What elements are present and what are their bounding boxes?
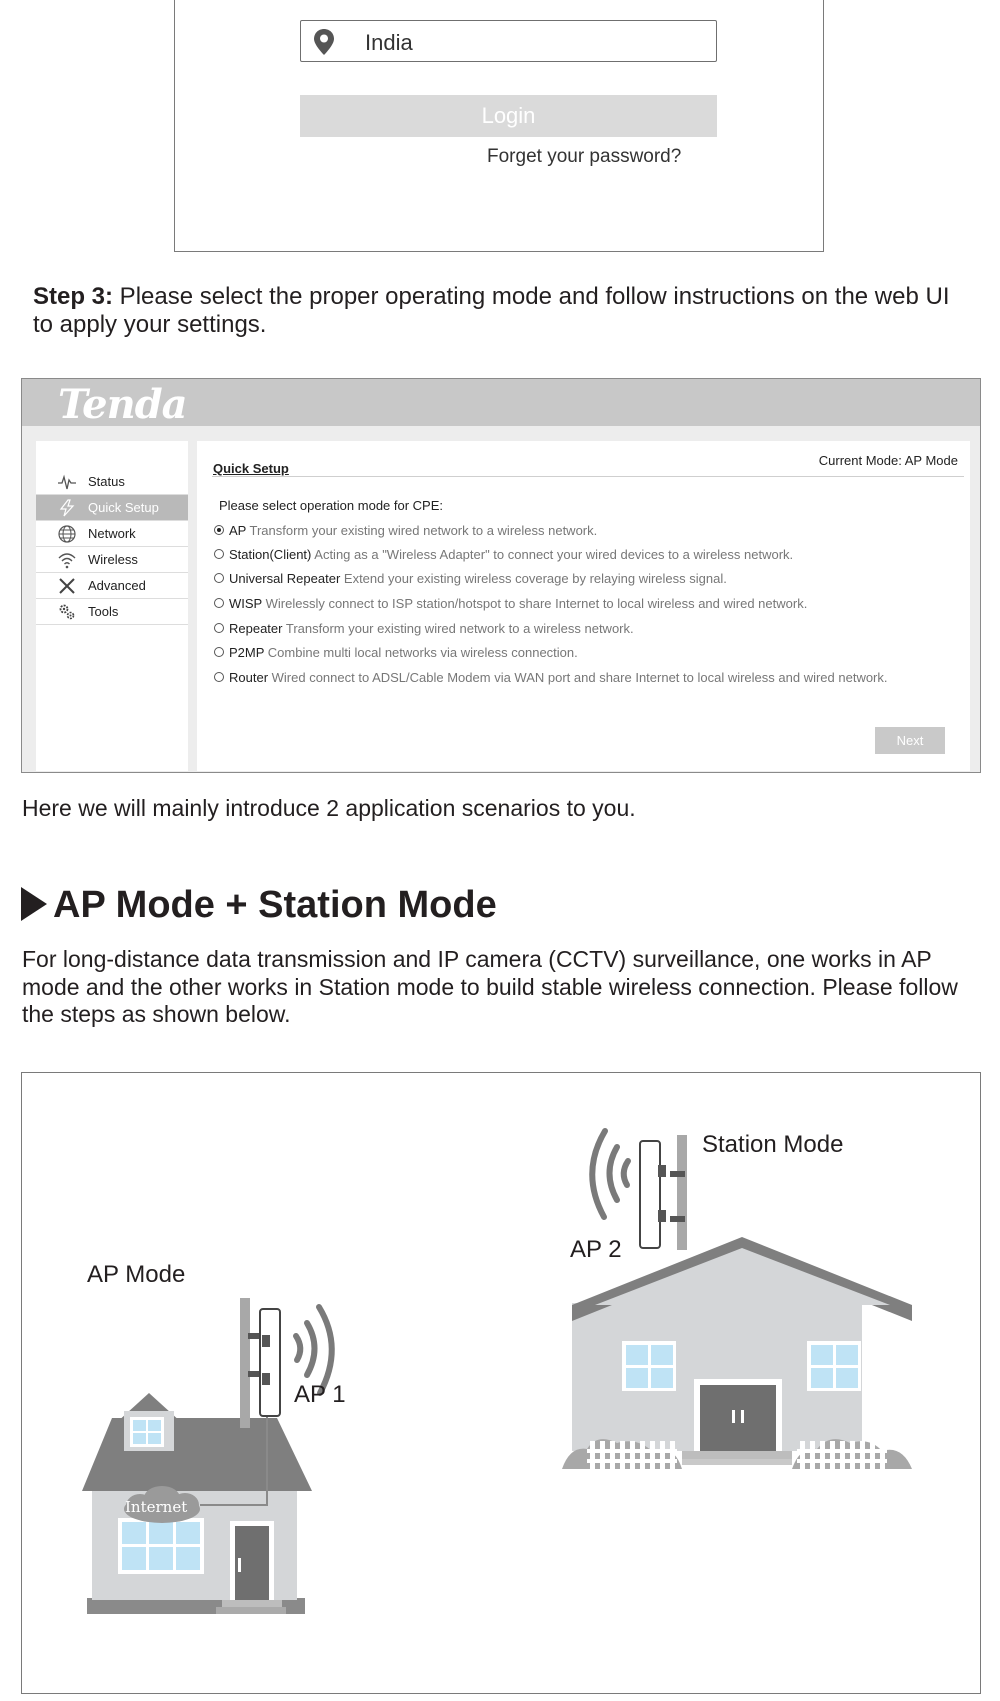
- quick-setup-panel: [197, 441, 970, 771]
- sidebar-item-label: Wireless: [88, 552, 138, 567]
- mode-option-universal-repeater[interactable]: [214, 571, 727, 586]
- ap2-label: AP 2: [570, 1236, 622, 1263]
- forget-password-link[interactable]: Forget your password?: [487, 146, 682, 167]
- ap1-device-icon: [240, 1298, 280, 1428]
- option-desc: Acting as a "Wireless Adapter" to connect your wired devices to a wireless network.: [311, 547, 794, 562]
- triangle-bullet-icon: [21, 887, 47, 921]
- sidebar-item-label: Status: [88, 474, 125, 489]
- sidebar-item-advanced[interactable]: [36, 573, 188, 599]
- option-name: Router: [229, 670, 269, 685]
- location-pin-icon: [311, 27, 337, 57]
- wifi-waves-left-icon: [592, 1131, 628, 1217]
- sidebar: [36, 441, 188, 771]
- house-right: [572, 1237, 912, 1459]
- sidebar-item-wireless[interactable]: [36, 547, 188, 573]
- advanced-icon: [58, 577, 76, 595]
- option-name: Repeater: [229, 621, 283, 636]
- walkway: [682, 1459, 792, 1465]
- tools-icon: [58, 603, 76, 621]
- mode-option-station[interactable]: [214, 547, 793, 562]
- sidebar-item-label: Quick Setup: [88, 500, 159, 515]
- internet-label: Internet: [125, 1498, 188, 1516]
- ap-mode-label: AP Mode: [87, 1261, 186, 1288]
- step3-prefix: Step 3:: [33, 283, 114, 310]
- ap2-device-icon: [640, 1135, 687, 1250]
- region-field[interactable]: [300, 20, 717, 62]
- divider: [212, 476, 964, 477]
- sidebar-item-label: Advanced: [88, 578, 146, 593]
- option-name: Universal Repeater: [229, 571, 341, 586]
- option-desc: Extend your existing wireless coverage by relaying wireless signal.: [340, 571, 727, 586]
- mode-option-ap[interactable]: [214, 523, 597, 538]
- sidebar-item-tools[interactable]: [36, 599, 188, 625]
- ap1-label: AP 1: [294, 1381, 346, 1408]
- section-description: For long-distance data transmission and IP camera (CCTV) surveillance, one works in AP mode and the other works in Station mode to build stable wireless connection. Please follow the steps as shown below.: [22, 946, 958, 1027]
- option-desc: Transform your existing wired network to a wireless network.: [246, 523, 598, 538]
- tenda-header: [22, 379, 980, 426]
- next-button[interactable]: Next: [875, 727, 945, 754]
- mode-option-repeater[interactable]: [214, 621, 634, 636]
- step3-text: Please select the proper operating mode and follow instructions on the web UI to apply your settings.: [33, 283, 950, 338]
- radio-router[interactable]: [214, 672, 224, 682]
- sidebar-item-label: Network: [88, 526, 136, 541]
- login-button[interactable]: Login: [300, 95, 717, 137]
- section-heading: [21, 884, 497, 927]
- sidebar-item-status[interactable]: [36, 469, 188, 495]
- radio-repeater[interactable]: [214, 623, 224, 633]
- sidebar-item-network[interactable]: [36, 521, 188, 547]
- option-desc: Wired connect to ADSL/Cable Modem via WAN port and share Internet to local wireless and wired network.: [268, 670, 888, 685]
- page-title: Quick Setup: [213, 461, 289, 476]
- mode-option-router[interactable]: [214, 670, 888, 685]
- option-name: WISP: [229, 596, 262, 611]
- option-name: P2MP: [229, 645, 265, 660]
- mode-prompt: Please select operation mode for CPE:: [219, 498, 444, 513]
- tenda-logo: Tenda: [58, 381, 187, 428]
- mode-option-wisp[interactable]: [214, 596, 807, 611]
- quick-setup-icon: [58, 499, 76, 517]
- station-mode-label: Station Mode: [702, 1131, 844, 1158]
- scenario-drawing: [22, 1073, 980, 1693]
- option-desc: Transform your existing wired network to a wireless network.: [282, 621, 634, 636]
- scenario-illustration: [21, 1072, 981, 1694]
- sidebar-item-label: Tools: [88, 604, 119, 619]
- tenda-web-ui: [21, 378, 981, 773]
- radio-p2mp[interactable]: [214, 647, 224, 657]
- section-heading-text: AP Mode + Station Mode: [53, 884, 497, 926]
- option-name: Station(Client): [229, 547, 312, 562]
- intro-text: Here we will mainly introduce 2 application scenarios to you.: [22, 795, 636, 821]
- fence-right: [792, 1439, 912, 1469]
- option-desc: Wirelessly connect to ISP station/hotspot to share Internet to local wireless and wired network.: [262, 596, 808, 611]
- step3-instructions: [33, 283, 973, 339]
- option-name: AP: [229, 523, 247, 538]
- current-mode-text: Current Mode: AP Mode: [818, 453, 958, 468]
- region-value: India: [365, 30, 413, 55]
- sidebar-item-quick-setup[interactable]: [36, 495, 188, 521]
- wireless-icon: [58, 551, 76, 569]
- radio-ap[interactable]: [214, 525, 224, 535]
- status-icon: [58, 473, 76, 491]
- radio-station[interactable]: [214, 549, 224, 559]
- mode-option-p2mp[interactable]: [214, 645, 578, 660]
- radio-wisp[interactable]: [214, 598, 224, 608]
- network-icon: [58, 525, 76, 543]
- radio-universal-repeater[interactable]: [214, 573, 224, 583]
- option-desc: Combine multi local networks via wireless connection.: [264, 645, 578, 660]
